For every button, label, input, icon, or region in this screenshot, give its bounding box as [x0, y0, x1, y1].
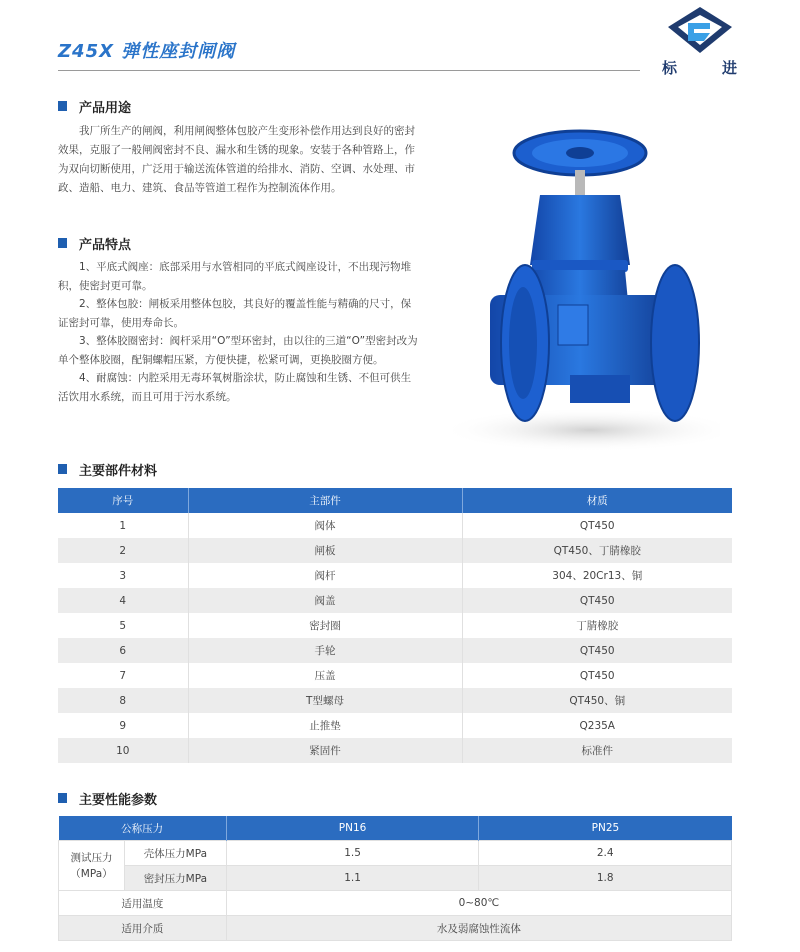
table-cell: 手轮: [188, 638, 462, 663]
feature-item: 1、平底式阀座：底部采用与水管相同的平底式阀座设计，不出现污物堆积，使密封更可靠。: [58, 261, 412, 292]
table-cell: 2: [58, 538, 188, 563]
table-cell: 闸板: [188, 538, 462, 563]
table-row: [58, 663, 732, 688]
column-header: 序号: [58, 488, 188, 513]
table-cell: 8: [58, 688, 188, 713]
table-cell: T型螺母: [188, 688, 462, 713]
brand-logo: [652, 5, 748, 75]
section-marker-icon: [58, 464, 67, 474]
performance-table: [58, 816, 732, 941]
table-cell: Q235A: [462, 713, 732, 738]
table-cell: 适用温度: [59, 891, 227, 916]
table-row: [59, 866, 732, 891]
materials-heading-text: 主要部件材料: [79, 463, 158, 479]
logo-text-right: 进: [722, 59, 738, 77]
performance-heading: [58, 790, 157, 806]
table-cell: 壳体压力MPa: [124, 841, 226, 866]
materials-heading: [58, 461, 157, 477]
table-cell: QT450、丁腈橡胶: [462, 538, 732, 563]
table-cell: 2.4: [479, 841, 732, 866]
features-heading: [58, 235, 131, 251]
table-cell: 1.8: [479, 866, 732, 891]
section-marker-icon: [58, 238, 67, 248]
table-cell: 1: [58, 513, 188, 538]
table-cell: 1.1: [226, 866, 479, 891]
table-row: [59, 891, 732, 916]
column-header: 公称压力: [59, 816, 227, 841]
table-row: [59, 841, 732, 866]
table-row: [58, 563, 732, 588]
table-row: [58, 538, 732, 563]
materials-table: [58, 488, 732, 763]
table-cell: 阀体: [188, 513, 462, 538]
features-heading-text: 产品特点: [79, 237, 132, 253]
table-cell: 紧固件: [188, 738, 462, 763]
table-row: [58, 688, 732, 713]
table-header-row: [58, 488, 732, 513]
table-cell: 止推垫: [188, 713, 462, 738]
section-marker-icon: [58, 793, 67, 803]
table-cell: 水及弱腐蚀性流体: [226, 916, 731, 941]
table-cell: 压盖: [188, 663, 462, 688]
table-cell: QT450: [462, 513, 732, 538]
gate-valve-image: [420, 125, 720, 460]
table-cell: 9: [58, 713, 188, 738]
features-list: [58, 258, 418, 406]
table-cell: 密封压力MPa: [124, 866, 226, 891]
table-row: [58, 713, 732, 738]
table-cell: 测试压力（MPa）: [59, 841, 125, 891]
table-row: [58, 588, 732, 613]
column-header: 材质: [462, 488, 732, 513]
table-cell: 0~80℃: [226, 891, 731, 916]
section-marker-icon: [58, 101, 67, 111]
table-row: [58, 638, 732, 663]
table-cell: 密封圈: [188, 613, 462, 638]
performance-heading-text: 主要性能参数: [79, 792, 158, 808]
feature-item: 2、整体包胶：闸板采用整体包胶，其良好的覆盖性能与精确的尺寸，保证密封可靠，使用寿命长。: [58, 298, 412, 329]
table-header-row: [59, 816, 732, 841]
page-title: Z45X 弹性座封闸阀: [58, 41, 236, 62]
table-cell: 7: [58, 663, 188, 688]
table-cell: 4: [58, 588, 188, 613]
logo-text-left: 标: [662, 59, 678, 77]
feature-item: 4、耐腐蚀：内腔采用无毒环氧树脂涂状，防止腐蚀和生锈、不但可供生活饮用水系统，而且可用于污水系统。: [58, 372, 412, 403]
table-cell: 3: [58, 563, 188, 588]
table-cell: QT450、铜: [462, 688, 732, 713]
table-cell: 6: [58, 638, 188, 663]
feature-item: 3、整体胶圈密封：阀杆采用“O”型环密封，由以往的三道“O”型密封改为单个整体胶圈，配铜螺帽压紧，方便快捷，松紧可调，更换胶圈方便。: [58, 335, 418, 366]
table-cell: 标准件: [462, 738, 732, 763]
table-cell: 适用介质: [59, 916, 227, 941]
table-cell: 阀盖: [188, 588, 462, 613]
table-cell: 丁腈橡胶: [462, 613, 732, 638]
table-cell: 304、20Cr13、铜: [462, 563, 732, 588]
logo-mark-icon: [652, 5, 748, 57]
column-header: PN16: [226, 816, 479, 841]
table-row: [59, 916, 732, 941]
table-row: [58, 513, 732, 538]
table-cell: 10: [58, 738, 188, 763]
table-row: [58, 613, 732, 638]
table-cell: QT450: [462, 663, 732, 688]
table-cell: 1.5: [226, 841, 479, 866]
table-cell: 5: [58, 613, 188, 638]
table-cell: 阀杆: [188, 563, 462, 588]
table-row: [58, 738, 732, 763]
usage-text: 我厂所生产的闸阀，利用闸阀整体包胶产生变形补偿作用达到良好的密封效果，克服了一般闸阀密封不良、漏水和生锈的现象。安装于各种管路上，作为双向切断使用，广泛用于输送流体管道的给排水、消防、空调、水处理、市政、造船、电力、建筑、食品等管道工程作为控制流体作用。: [58, 125, 415, 194]
title-divider: [58, 70, 640, 71]
usage-heading: [58, 98, 131, 114]
column-header: 主部件: [188, 488, 462, 513]
usage-heading-text: 产品用途: [79, 100, 132, 116]
table-cell: QT450: [462, 638, 732, 663]
table-cell: QT450: [462, 588, 732, 613]
column-header: PN25: [479, 816, 732, 841]
